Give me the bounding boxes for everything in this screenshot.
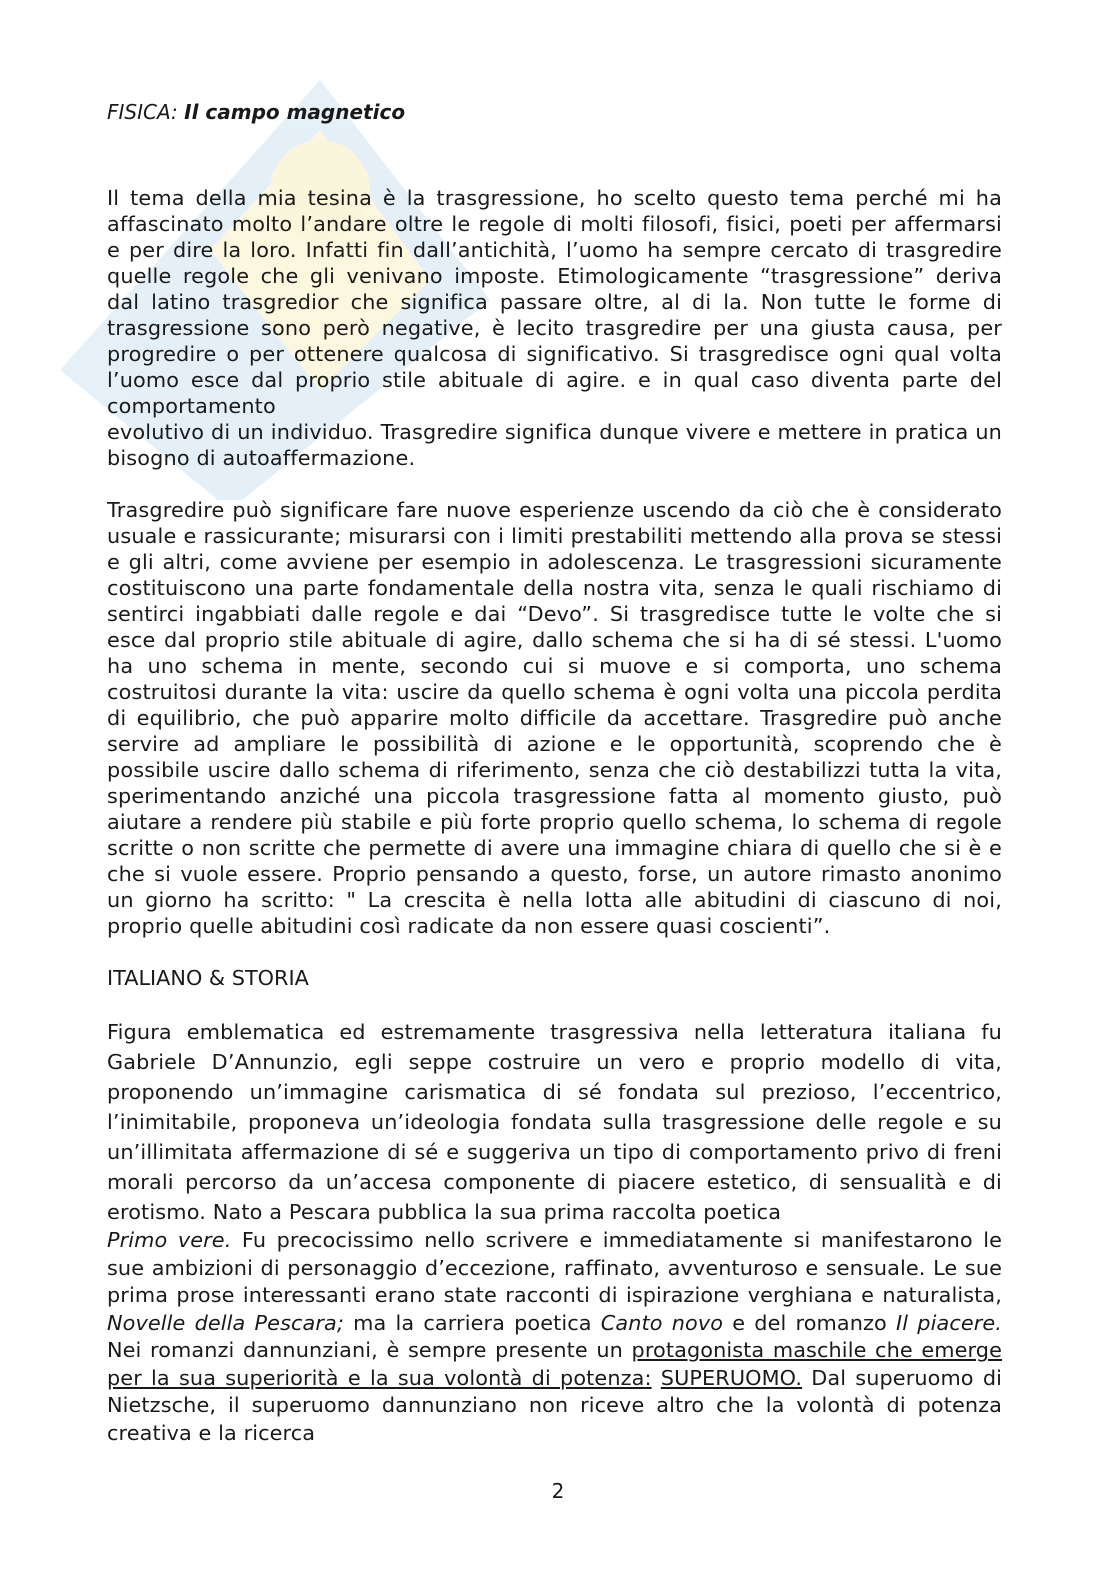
document-page [107,96,1002,1447]
text-span: ma la carriera poetica [344,1310,601,1335]
page-number: 2 [551,1479,565,1503]
paragraph-dannunzio-a: Figura emblematica ed estremamente trasgressiva nella letteratura italiana fu Gabriele D’Annunzio, egli seppe costruire un vero e proprio modello di vita, proponendo un’immagine carismatica di sé fondata sul prezioso, l’eccentrico, l’inimitabile, proponeva un’ideologia fondata sulla trasgressione delle regole e su un’illimitata affermazione di sé e suggeriva un tipo di comportamento privo di freni morali percorso da un’accesa componente di piacere estetico, di sensualità e di erotismo. Nato a Pescara pubblica la sua prima raccolta poetica [107,1020,1002,1224]
paragraph-dannunzio-b [107,1227,1002,1447]
paragraph-second: Trasgredire può significare fare nuove esperienze uscendo da ciò che è considerato usuale e rassicurante; misurarsi con i limiti prestabiliti mettendo alla prova se stessi e gli altri, come avviene per esempio in adolescenza. Le trasgressioni sicuramente costituiscono una parte fondamentale della nostra vita, senza le quali rischiamo di sentirci ingabbiati dalle regole e dai “Devo”. Si trasgredisce tutte le volte che si esce dal proprio stile abituale di agire, dallo schema che si ha di sé stessi. L'uomo ha uno schema in mente, secondo cui si muove e si comporta, uno schema costruitosi durante la vita: uscire da quello schema è ogni volta una piccola perdita di equilibrio, che può apparire molto difficile da accettare. Trasgredire può anche servire ad ampliare le possibilità di azione e le opportunità, scoprendo che è possibile uscire dallo schema di riferimento, senza che ciò destabilizzi tutta la vita, sperimentando anziché una piccola trasgressione fatta al momento giusto, può aiutare a rendere più stabile e più forte proprio quello schema, lo schema di regole scritte o non scritte che permette di avere una immagine chiara di quello che si è e che si vuole essere. Proprio pensando a questo, forse, un autore rimasto anonimo un giorno ha scritto: " La crescita è nella lotta alle abitudini di ciascuno di noi, proprio quelle abitudini così radicate da non essere quasi coscienti”. [107,498,1002,938]
title-canto-novo: Canto novo [600,1310,724,1335]
title-novelle: Novelle della Pescara; [107,1310,344,1335]
text-span: Dal superuomo di Nietzsche, il superuomo dannunziano non riceve altro che la volontà di potenza creativa e la ricerca [107,1365,1003,1445]
heading-subject: FISICA: [107,100,178,124]
underlined-protagonista: protagonista maschile che emerge per la sua superiorità e la sua volontà di potenza: [107,1338,1002,1390]
title-il-piacere: Il piacere. [896,1310,1003,1335]
paragraph-intro: Il tema della mia tesina è la trasgressione, ho scelto questo tema perché mi ha affascinato molto l’andare oltre le regole di molti filosofi, fisici, poeti per affermarsi e per dire la loro. Infatti fin dall’antichità, l’uomo ha sempre cercato di trasgredire quelle regole che gli venivano imposte. Etimologicamente “trasgressione” deriva dal latino trasgredior che significa passare oltre, al di la. Non tutte le forme di trasgressione sono però negative, è lecito trasgredire per una giusta causa, per progredire o per ottenere qualcosa di significativo. Si trasgredisce ogni qual volta l’uomo esce dal proprio stile abituale di agire. e in qual caso diventa parte del comportamento [107,186,1002,418]
paragraph-intro-end: evolutivo di un individuo. Trasgredire significa dunque vivere e mettere in pratica un bisogno di autoaffermazione. [107,420,1002,470]
underlined-superuomo: SUPERUOMO. [660,1365,803,1390]
heading-title: Il campo magnetico [184,100,406,124]
text-span: Nei romanzi dannunziani, è sempre presente un [107,1338,632,1362]
text-spacer [652,1366,661,1390]
text-span: e del romanzo [723,1310,897,1335]
text-span: Fu precocissimo nello scrivere e immediatamente si manifestarono le sue ambizioni di personaggio d’eccezione, raffinato, avventuroso e sensuale. Le sue prima prose interessanti erano state racconti di ispirazione verghiana e naturalista, [107,1228,1002,1307]
section-title: ITALIANO & STORIA [107,966,309,990]
title-primo-vere: Primo vere. [107,1228,232,1252]
page-heading [107,96,1002,128]
